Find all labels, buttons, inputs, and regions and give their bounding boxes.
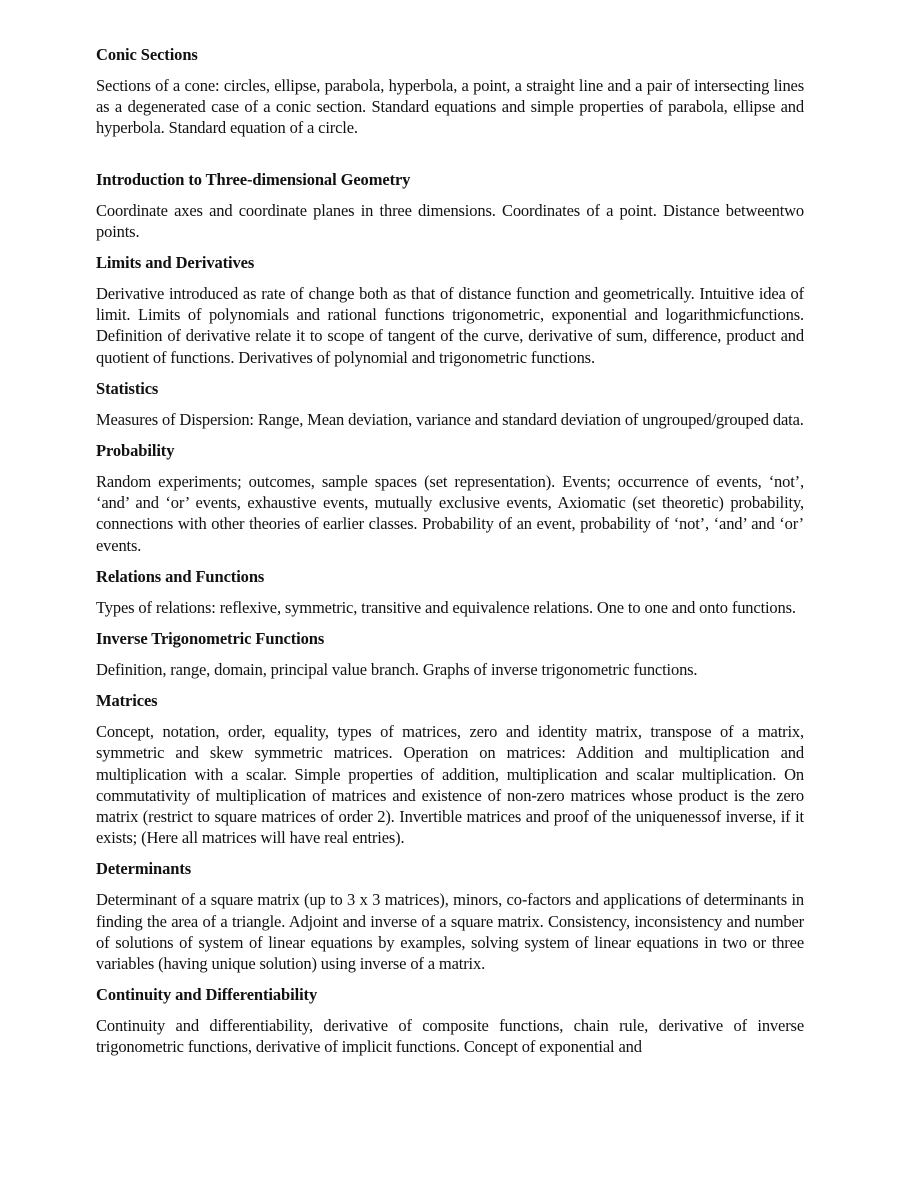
section-body: Determinant of a square matrix (up to 3 x 3 matrices), minors, co-factors and applications of determinants in finding the area of a triangle. Adjoint and inverse of a square matrix. Consistency, inconsistency and number of solutions of system of linear equations by examples, solving system of linear equations in two or three variables (having unique solution) using inverse of a matrix.	[96, 890, 804, 974]
section-heading: Conic Sections	[96, 45, 198, 64]
section-heading: Limits and Derivatives	[96, 253, 255, 273]
section-body: Random experiments; outcomes, sample spaces (set representation). Events; occurrence of events, ‘not’, ‘and’ and ‘or’ events, exhaustive events, mutually exclusive events, Axiomatic (set theoretic) probability, connections with other theories of earlier classes. Probability of an event, probability of ‘not’, ‘and’ and ‘or’ events.	[96, 472, 804, 555]
section-continuity-and-differentiability	[96, 984, 804, 1057]
section-body: Coordinate axes and coordinate planes in three dimensions. Coordinates of a point. Distance betweentwo points.	[96, 200, 804, 241]
section-heading: Relations and Functions	[96, 566, 265, 586]
section-body: Sections of a cone: circles, ellipse, parabola, hyperbola, a point, a straight line and a pair of intersecting lines as a degenerated case of a conic section. Standard equations and simple properties of parabola, ellipse and hyperbola. Standard equation of a circle.	[96, 76, 804, 138]
section-statistics	[96, 378, 804, 430]
section-limits-and-derivatives	[96, 252, 804, 368]
section-three-dimensional-geometry	[96, 169, 804, 242]
section-heading: Introduction to Three-dimensional Geometry	[96, 169, 411, 189]
section-matrices	[96, 690, 804, 848]
section-heading: Probability	[96, 441, 175, 461]
syllabus-page	[96, 44, 804, 1068]
section-body: Derivative introduced as rate of change both as that of distance function and geometrically. Intuitive idea of limit. Limits of polynomials and rational functions trigonometric, exponential and logarithmicfunctions. Definition of derivative relate it to scope of tangent of the curve, derivative of sum, difference, product and quotient of functions. Derivatives of polynomial and trigonometric functions.	[96, 284, 804, 367]
section-body: Concept, notation, order, equality, types of matrices, zero and identity matrix, transpose of a matrix, symmetric and skew symmetric matrices. Operation on matrices: Addition and multiplication and multiplication with a scalar. Simple properties of addition, multiplication and scalar multiplication. On commutativity of multiplication of matrices and existence of non-zero matrices whose product is the zero matrix (restrict to square matrices of order 2). Invertible matrices and proof of the uniquenessof inverse, if it exists; (Here all matrices will have real entries).	[96, 722, 804, 848]
section-heading: Continuity and Differentiability	[96, 985, 318, 1005]
section-body: Types of relations: reflexive, symmetric, transitive and equivalence relations. One to one and onto functions.	[96, 597, 796, 617]
section-heading: Determinants	[96, 859, 192, 879]
section-heading: Statistics	[96, 378, 159, 398]
section-body: Measures of Dispersion: Range, Mean deviation, variance and standard deviation of ungrouped/grouped data.	[96, 409, 804, 429]
section-conic-sections	[96, 44, 804, 139]
section-determinants	[96, 858, 804, 974]
section-probability	[96, 440, 804, 556]
section-heading: Matrices	[96, 691, 158, 711]
section-heading: Inverse Trigonometric Functions	[96, 629, 325, 649]
section-inverse-trigonometric-functions	[96, 628, 804, 680]
section-relations-and-functions	[96, 566, 804, 618]
section-body: Continuity and differentiability, derivative of composite functions, chain rule, derivative of inverse trigonometric functions, derivative of implicit functions. Concept of exponential and	[96, 1016, 804, 1057]
section-body: Definition, range, domain, principal value branch. Graphs of inverse trigonometric functions.	[96, 660, 698, 680]
